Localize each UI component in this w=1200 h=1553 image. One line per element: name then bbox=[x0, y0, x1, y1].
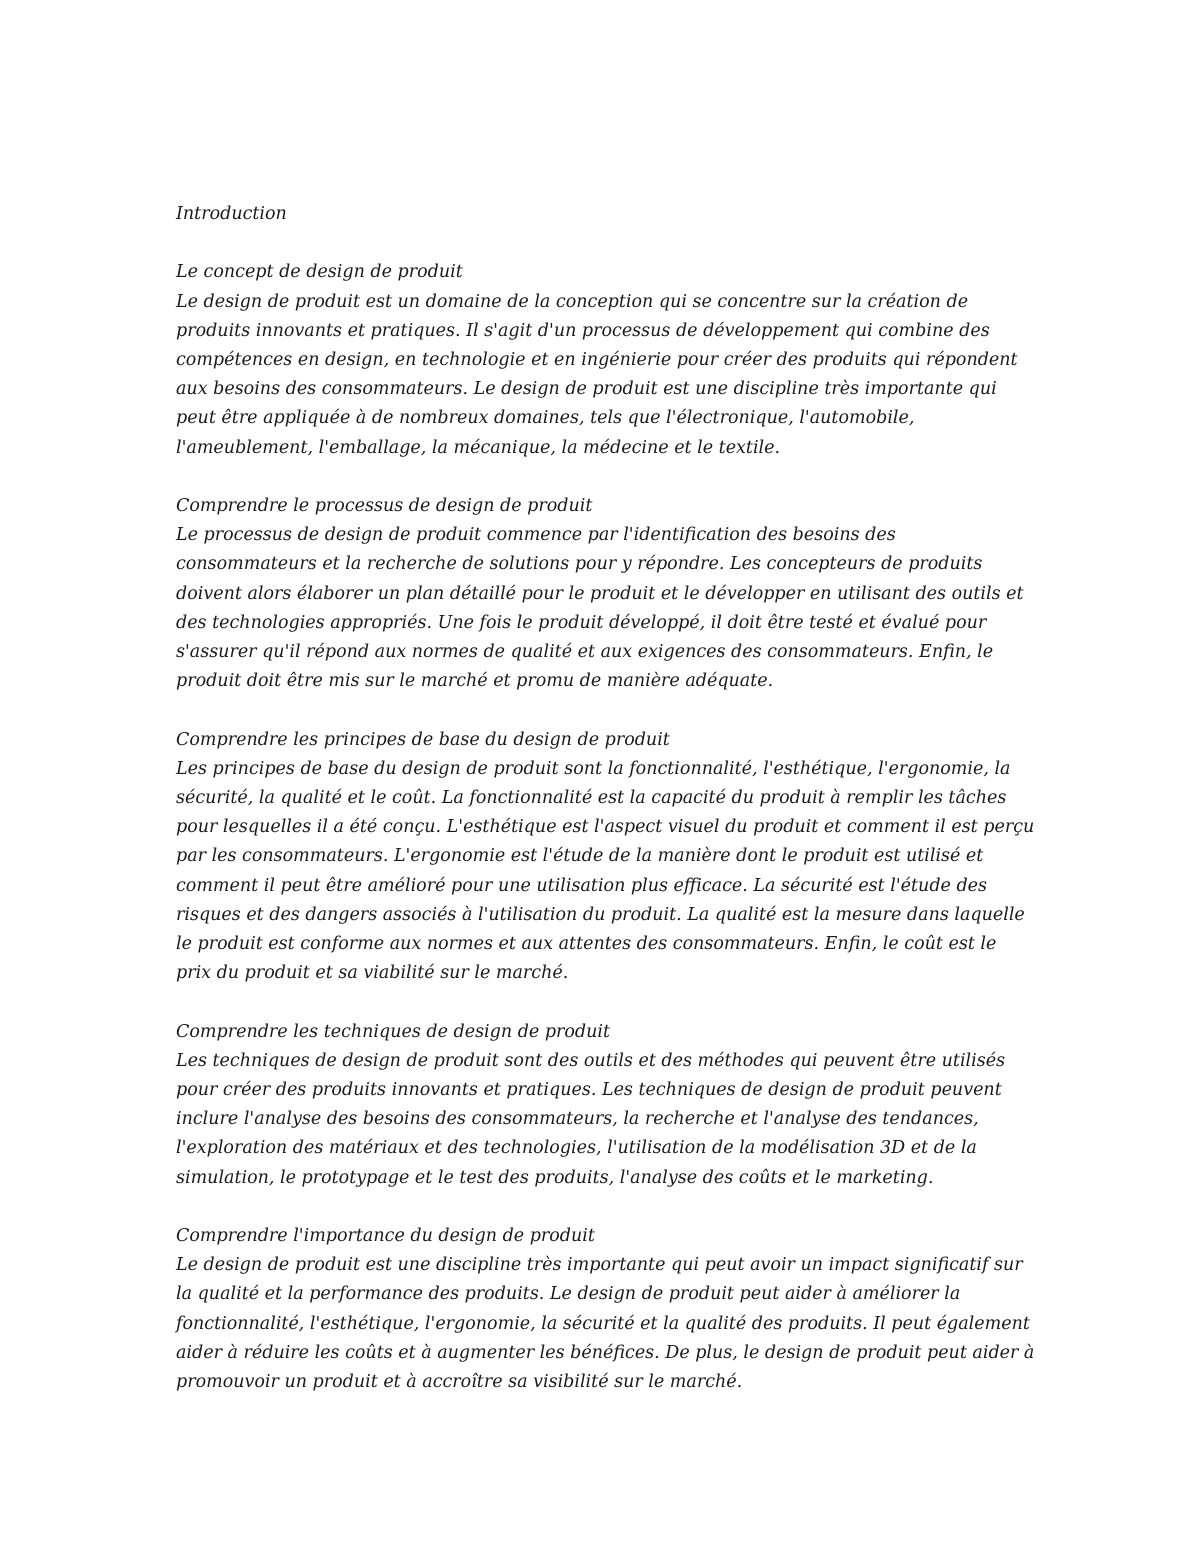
section-processus bbox=[176, 492, 1036, 696]
section-title: Comprendre le processus de design de produit bbox=[176, 496, 593, 516]
intro-heading: Introduction bbox=[176, 204, 287, 224]
section-techniques bbox=[176, 1018, 1036, 1193]
section-paragraph: Les techniques de design de produit sont des outils et des méthodes qui peuvent être utilisés pour créer des produits innovants et pratiques. Les techniques de design de produit peuvent inclure l'analyse des besoins des consommateurs, la recherche et l'analyse des tendances, l'exploration des matériaux et des technologies, l'utilisation de la modélisation 3D et de la simulation, le prototypage et le test des produits, l'analyse des coûts et le marketing. bbox=[176, 1050, 1006, 1188]
section-title: Le concept de design de produit bbox=[176, 262, 463, 283]
section-paragraph: Les principes de base du design de produit sont la fonctionnalité, l'esthétique, l'ergonomie, la sécurité, la qualité et le coût. La fonctionnalité est la capacité du produit à remplir les tâches pour lesquelles il a été conçu. L'esthétique est l'aspect visuel du produit et comment il est perçu par les consommateurs. L'ergonomie est l'étude de la manière dont le produit est utilisé et comment il peut être amélioré pour une utilisation plus efficace. La sécurité est l'étude des risques et des dangers associés à l'utilisation du produit. La qualité est la mesure dans laquelle le produit est conforme aux normes et aux attentes des consommateurs. Enfin, le coût est le prix du produit et sa viabilité sur le marché. bbox=[176, 758, 1035, 984]
document-body bbox=[176, 200, 1036, 1426]
section-importance bbox=[176, 1222, 1036, 1397]
section-paragraph: Le design de produit est une discipline très importante qui peut avoir un impact significatif sur la qualité et la performance des produits. Le design de produit peut aider à améliorer la fonctionnalité, l'esthétique, l'ergonomie, la sécurité et la qualité des produits. Il peut également aider à réduire les coûts et à augmenter les bénéfices. De plus, le design de produit peut aider à promouvoir un produit et à accroître sa visibilité sur le marché. bbox=[176, 1255, 1035, 1393]
section-title: Comprendre l'importance du design de produit bbox=[176, 1226, 595, 1247]
section-paragraph: Le processus de design de produit commence par l'identification des besoins des consommateurs et la recherche de solutions pour y répondre. Les concepteurs de produits doivent alors élaborer un plan détaillé pour le produit et le développer en utilisant des outils et des technologies appropriés. Une fois le produit développé, il doit être testé et évalué pour s'assurer qu'il répond aux normes de qualité et aux exigences des consommateurs. Enfin, le produit doit être mis sur le marché et promu de manière adéquate. bbox=[176, 525, 1024, 692]
section-principes bbox=[176, 726, 1036, 989]
section-paragraph: Le design de produit est un domaine de la conception qui se concentre sur la création de produits innovants et pratiques. Il s'agit d'un processus de développement qui combine des compétences en design, en technologie et en ingénierie pour créer des produits qui répondent aux besoins des consommateurs. Le design de produit est une discipline très importante qui peut être appliquée à de nombreux domaines, tels que l'électronique, l'automobile, l'ameublement, l'emballage, la mécanique, la médecine et le textile. bbox=[176, 291, 1018, 458]
section-concept bbox=[176, 258, 1036, 462]
section-title: Comprendre les techniques de design de produit bbox=[176, 1021, 611, 1042]
section-title: Comprendre les principes de base du design de produit bbox=[176, 729, 670, 750]
